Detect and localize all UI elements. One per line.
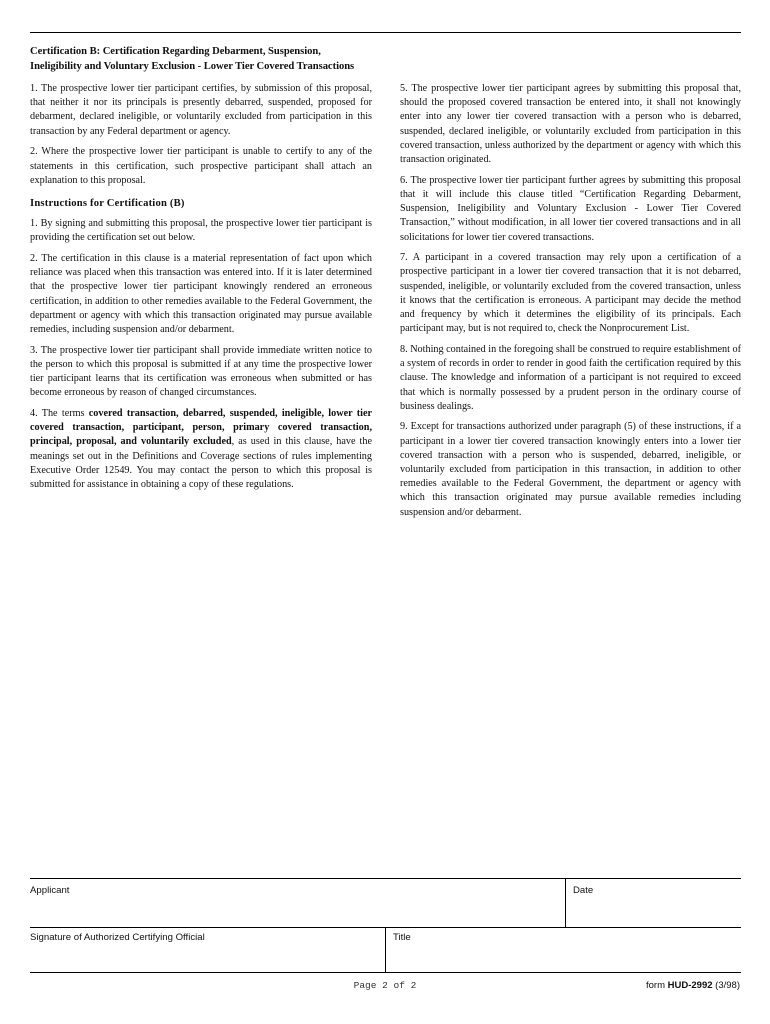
form-id: HUD-2992 xyxy=(667,980,713,991)
official-title-divider xyxy=(385,927,386,972)
instruction-4 xyxy=(30,407,372,492)
instruction-4-prefix: 4. The terms xyxy=(30,408,89,420)
instruction-4-terms: covered transaction, debarred, suspended, ineligible, lower tier covered transaction, participant, person, primary covered transaction, principal, proposal, and voluntarily excluded xyxy=(30,408,372,448)
applicant-date-divider xyxy=(565,878,566,927)
right-column xyxy=(400,82,741,526)
paragraph-2: 2. Where the prospective lower tier participant is unable to certify to any of the statements in this certification, such prospective participant shall attach an explanation to this proposal. xyxy=(30,146,372,186)
instruction-9: 9. Except for transactions authorized under paragraph (5) of these instructions, if a participant in a lower tier covered transaction knowingly enters into a lower tier covered transaction with a person who is suspended, debarred, ineligible, or voluntarily excluded from participation in this transaction, in addition to other remedies available to the Federal Government, the department or agency with which this transaction originated may pursue available remedies including suspension and/or debarment. xyxy=(400,421,741,518)
form-number xyxy=(646,980,740,991)
instruction-1: 1. By signing and submitting this proposal, the prospective lower tier participant is providing the certification set out below. xyxy=(30,218,372,244)
left-column xyxy=(30,82,372,499)
title-label: Title xyxy=(393,932,411,943)
paragraph-1: 1. The prospective lower tier participant certifies, by submission of this proposal, that neither it nor its principals is presently debarred, suspended, proposed for debarment, declared ineligible, or voluntarily excluded from participation in this transaction by any Federal department or agency. xyxy=(30,83,372,137)
form-date: (3/98) xyxy=(712,980,740,991)
instruction-2: 2. The certification in this clause is a material representation of fact upon which reliance was placed when this transaction was entered into. If it is later determined that the prospective lower tier participant knowingly rendered an erroneous certification, in addition to other remedies available to the Federal Government, the department or agency with which this transaction originated may pursue available remedies, including suspension and/or debarment. xyxy=(30,253,372,336)
instruction-6: 6. The prospective lower tier participant further agrees by submitting this proposal that it will include this clause titled “Certification Regarding Debarment, Suspension, Ineligibility and Voluntary Exclusion - Lower Tier Covered Transaction,” without modification, in all lower tier covered transactions and in all solicitations for lower tier covered transactions. xyxy=(400,174,741,243)
date-label: Date xyxy=(573,885,594,896)
page-number: Page 2 of 2 xyxy=(353,980,417,991)
instruction-7: 7. A participant in a covered transaction may rely upon a certification of a prospective participant in a lower tier covered transaction that it is not debarred, suspended, ineligible, or voluntarily excluded from the covered transaction, unless it knows that the certification is erroneous. A participant may decide the method and frequency by which it determines the eligibility of its principals. Each participant may, but is not required to, check the Nonprocurement List. xyxy=(400,252,741,335)
certification-heading: Certification B: Certification Regarding Debarment, Suspension, Ineligibility and Voluntary Exclusion - Lower Tier Covered Transactions xyxy=(30,46,355,72)
instructions-heading: Instructions for Certification (B) xyxy=(30,197,185,209)
form-prefix: form xyxy=(646,980,668,991)
official-signature-label: Signature of Authorized Certifying Official xyxy=(30,932,205,943)
signature-top-rule xyxy=(30,878,741,879)
signature-bottom-rule xyxy=(30,972,741,973)
top-rule xyxy=(30,32,741,33)
instruction-8: 8. Nothing contained in the foregoing shall be construed to require establishment of a system of records in order to render in good faith the certification required by this clause. The knowledge and information of a participant is not required to exceed that which is normally possessed by a prudent person in the ordinary course of business dealings. xyxy=(400,343,741,412)
instruction-3: 3. The prospective lower tier participant shall provide immediate written notice to the person to which this proposal is submitted if at any time the prospective lower tier participant learns that its certification was erroneous when submitted or has become erroneous by reason of changed circumstances. xyxy=(30,344,372,399)
instruction-5: 5. The prospective lower tier participant agrees by submitting this proposal that, should the proposed covered transaction be entered into, it shall not knowingly enter into any lower tier covered transaction with a person who is debarred, suspended, declared ineligible, or voluntarily excluded from participation in this covered transaction, unless authorized by the department or agency with which this transaction originated. xyxy=(400,83,741,166)
instruction-4-suffix: , as used in this clause, have the meanings set out in the Definitions and Coverage sections of rules implementing Executive Order 12549. You may contact the person to which this proposal is submitted for assistance in obtaining a copy of these regulations. xyxy=(30,436,372,491)
applicant-label: Applicant xyxy=(30,885,70,896)
